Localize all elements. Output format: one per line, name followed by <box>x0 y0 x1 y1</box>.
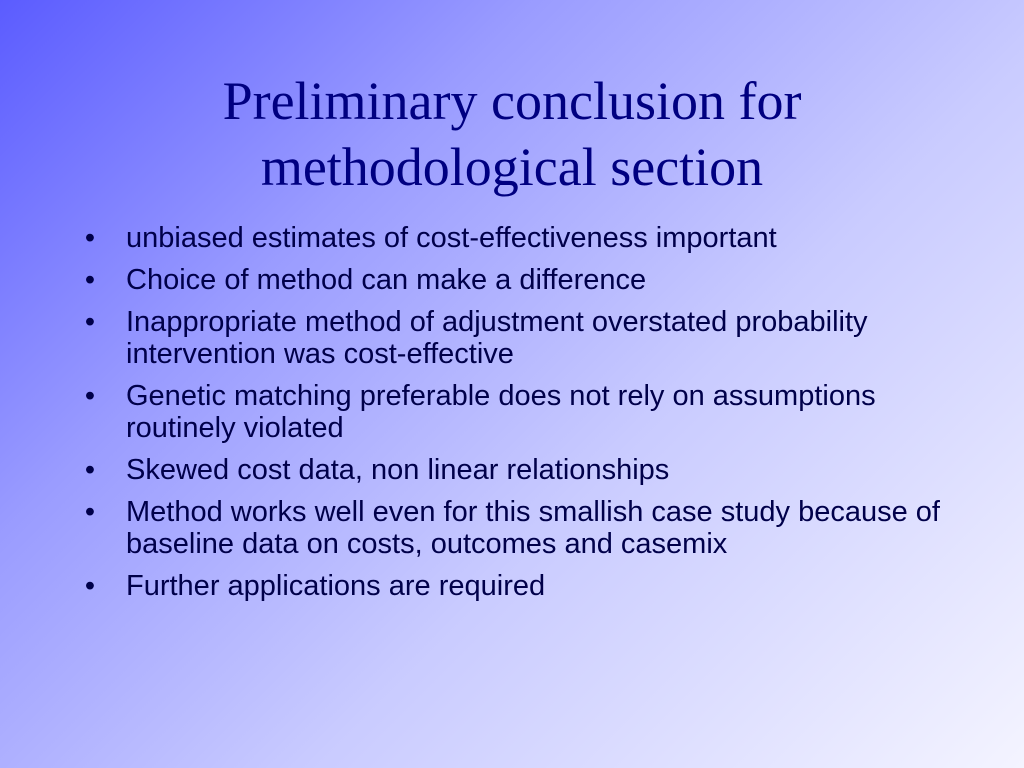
bullet-list <box>80 222 960 602</box>
bullet-text: Choice of method can make a difference <box>126 264 647 296</box>
title-line-2: methodological section <box>260 137 764 197</box>
bullet-item-5 <box>80 454 960 486</box>
bullet-marker: • <box>84 454 96 486</box>
slide-title <box>0 68 1024 200</box>
title-line-1: Preliminary conclusion for <box>222 71 802 131</box>
bullet-text: Skewed cost data, non linear relationships <box>126 454 670 486</box>
bullet-marker: • <box>84 570 96 602</box>
bullet-text: Further applications are required <box>126 570 546 602</box>
bullet-marker: • <box>84 222 96 254</box>
bullet-marker: • <box>84 380 96 412</box>
slide-content <box>80 222 960 612</box>
bullet-item-3 <box>80 306 960 370</box>
bullet-marker: • <box>84 264 96 296</box>
bullet-marker: • <box>84 496 96 528</box>
bullet-item-7 <box>80 570 960 602</box>
bullet-item-2 <box>80 264 960 296</box>
bullet-item-4 <box>80 380 960 444</box>
bullet-item-1 <box>80 222 960 254</box>
bullet-text: Inappropriate method of adjustment overstated probability intervention was cost-effective <box>126 306 868 370</box>
bullet-text: Method works well even for this smallish case study because of baseline data on costs, outcomes and casemix <box>126 496 940 560</box>
bullet-item-6 <box>80 496 960 560</box>
bullet-marker: • <box>84 306 96 338</box>
bullet-text: Genetic matching preferable does not rely on assumptions routinely violated <box>126 380 876 444</box>
bullet-text: unbiased estimates of cost-effectiveness important <box>126 222 777 254</box>
